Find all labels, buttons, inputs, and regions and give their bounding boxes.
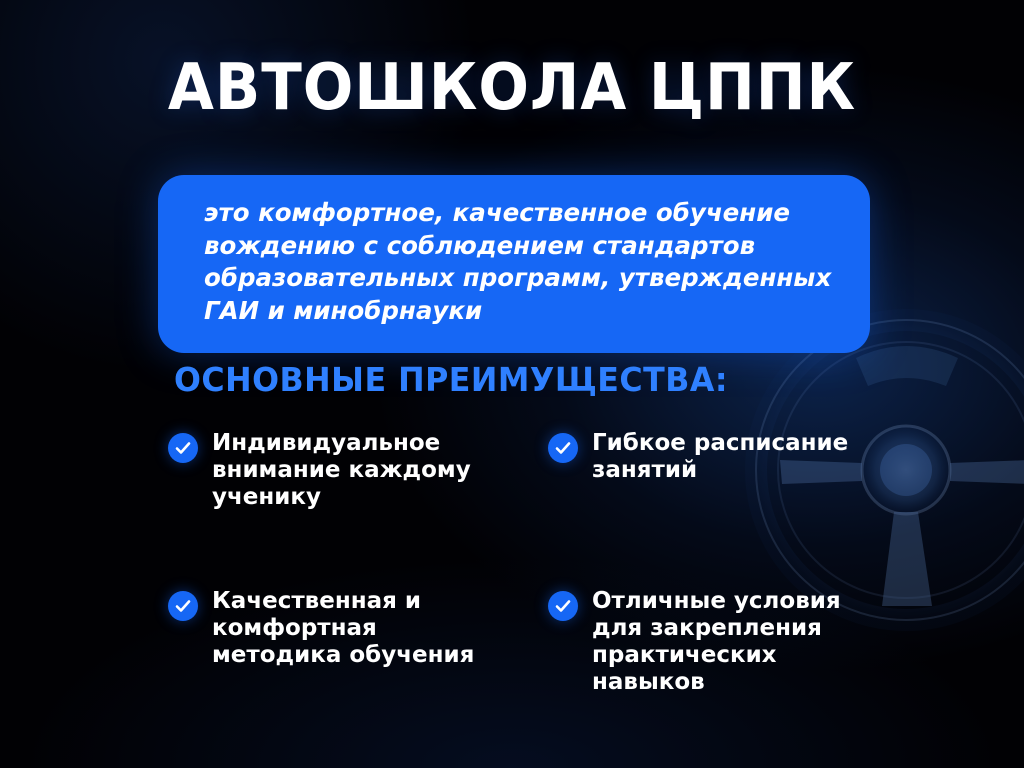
feature-label: Отличные условия для закрепления практических навыков [592,588,841,696]
check-icon [548,433,578,463]
check-icon [548,591,578,621]
section-title: ОСНОВНЫЕ ПРЕИМУЩЕСТВА: [174,360,729,399]
feature-label: Индивидуальное внимание каждому ученику [212,430,471,511]
check-icon [168,591,198,621]
page-title: АВТОШКОЛА ЦППК [167,51,857,125]
feature-item [548,430,908,580]
feature-item [168,430,528,580]
check-icon [168,433,198,463]
feature-item [168,588,528,697]
feature-label: Качественная и комфортная методика обучения [212,588,475,669]
feature-label: Гибкое расписание занятий [592,430,849,484]
features-list [168,430,908,697]
feature-item [548,588,908,697]
lead-description: это комфортное, качественное обучение вождению с соблюдением стандартов образовательных программ, утвержденных ГАИ и минобрнауки [158,175,870,353]
